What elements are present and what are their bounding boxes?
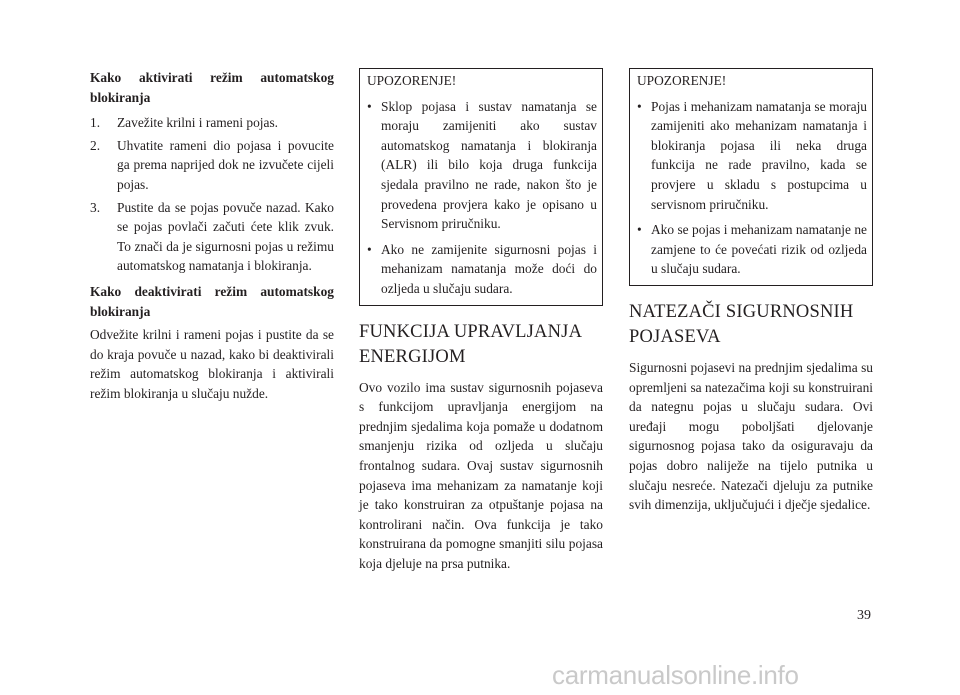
step-number: 3. <box>90 199 101 215</box>
bullet-icon: • <box>637 222 642 238</box>
step-text: Pustite da se pojas povuče nazad. Kako se pojas povlači začuti ćete klik zvuk. To znači da je sigurnosni pojas u režimu automatskog namatanja i blokiranja. <box>117 199 334 274</box>
pretensioners-paragraph: Sigurnosni pojasevi na prednjim sjedalima su opremljeni sa natezačima koji su konstruirani da nategnu pojas u slučaju sudara. Ovi uređaji mogu poboljšati djelovanje sigurnosnog pojasa tako da osiguravaju da pojas dobro naliježe na tijelo putnika u slučaju nesreće. Natezači djeluju za putnike svih dimenzija, uključujući i dječje sjedalice. <box>629 359 873 513</box>
energy-management-paragraph: Ovo vozilo ima sustav sigurnosnih pojaseva s funkcijom upravljanja energijom na prednjim sjedalima koja pomaže u dodatnom smanjenju rizika od ozljeda u slučaju frontalnog sudara. Ovaj sustav sigurnosnih pojaseva ima mehanizam za namatanje koji je tako konstruiran za otpuštanje pojasa na kontrolirani način. Ova funkcija je tako konstruirana da pomogne smanjiti silu pojasa koja djeluje na prsa putnika. <box>359 379 603 571</box>
warning-title: UPOZORENJE! <box>367 73 457 88</box>
warning-item <box>367 97 597 234</box>
warning-title: UPOZORENJE! <box>637 73 727 88</box>
warning-list <box>367 97 597 299</box>
bullet-icon: • <box>637 98 642 114</box>
deactivate-alr-paragraph: Odvežite krilni i rameni pojas i pustite da se do kraja povuče u nazad, kako bi deaktivirali režim automatskog blokiranja i aktivirali režim blokiranja u slučaju nužde. <box>90 327 334 401</box>
warning-item <box>637 220 867 279</box>
step-item <box>90 136 334 195</box>
energy-management-heading: FUNKCIJA UPRAVLJANJA ENERGIJOM <box>359 321 582 367</box>
middle-column <box>359 68 603 573</box>
warning-text: Sklop pojasa i sustav namatanja se moraju zamijeniti ako sustav automatskog namatanja i blokiranja (ALR) ili bilo koja druga funkcija sjedala pravilno ne rade, nakon što je provedena provjera kako je opisano u Servisnom priručniku. <box>381 98 597 232</box>
warning-box <box>629 68 873 286</box>
activate-alr-subheading: Kako aktivirati režim automatskog blokiranja <box>90 70 334 105</box>
step-text: Zavežite krilni i rameni pojas. <box>117 115 279 131</box>
watermark: carmanualsonline.info <box>552 660 799 690</box>
step-number: 2. <box>90 137 101 153</box>
warning-list <box>637 97 867 279</box>
bullet-icon: • <box>367 98 372 114</box>
warning-text: Ako se pojas i mehanizam namatanje ne zamjene to će povećati rizik od ozljeda u slučaju sudara. <box>651 222 867 277</box>
warning-box <box>359 68 603 306</box>
page-number: 39 <box>857 608 871 623</box>
step-item <box>90 113 334 133</box>
step-item <box>90 198 334 276</box>
right-column <box>629 68 873 515</box>
warning-item <box>367 240 597 299</box>
warning-item <box>637 97 867 215</box>
bullet-icon: • <box>367 241 372 257</box>
deactivate-alr-subheading: Kako deaktivirati režim automatskog blokiranja <box>90 283 334 319</box>
activate-steps-list <box>90 113 334 276</box>
step-number: 1. <box>90 115 101 131</box>
warning-text: Pojas i mehanizam namatanja se moraju zamijeniti ako mehanizam namatanja i blokiranja pojasa ili neka druga funkcija ne rade pravilno, kada se provjere u skladu s postupcima u servisnom priručniku. <box>651 98 867 212</box>
pretensioners-heading: NATEZAČI SIGURNOSNIH POJASEVA <box>629 301 854 347</box>
left-column <box>90 68 334 404</box>
step-text: Uhvatite rameni dio pojasa i povucite ga prema naprijed dok ne izvučete cijeli pojas. <box>117 137 334 192</box>
warning-text: Ako ne zamijenite sigurnosni pojas i mehanizam namatanja može doći do ozljeda u slučaju sudara. <box>381 241 597 296</box>
